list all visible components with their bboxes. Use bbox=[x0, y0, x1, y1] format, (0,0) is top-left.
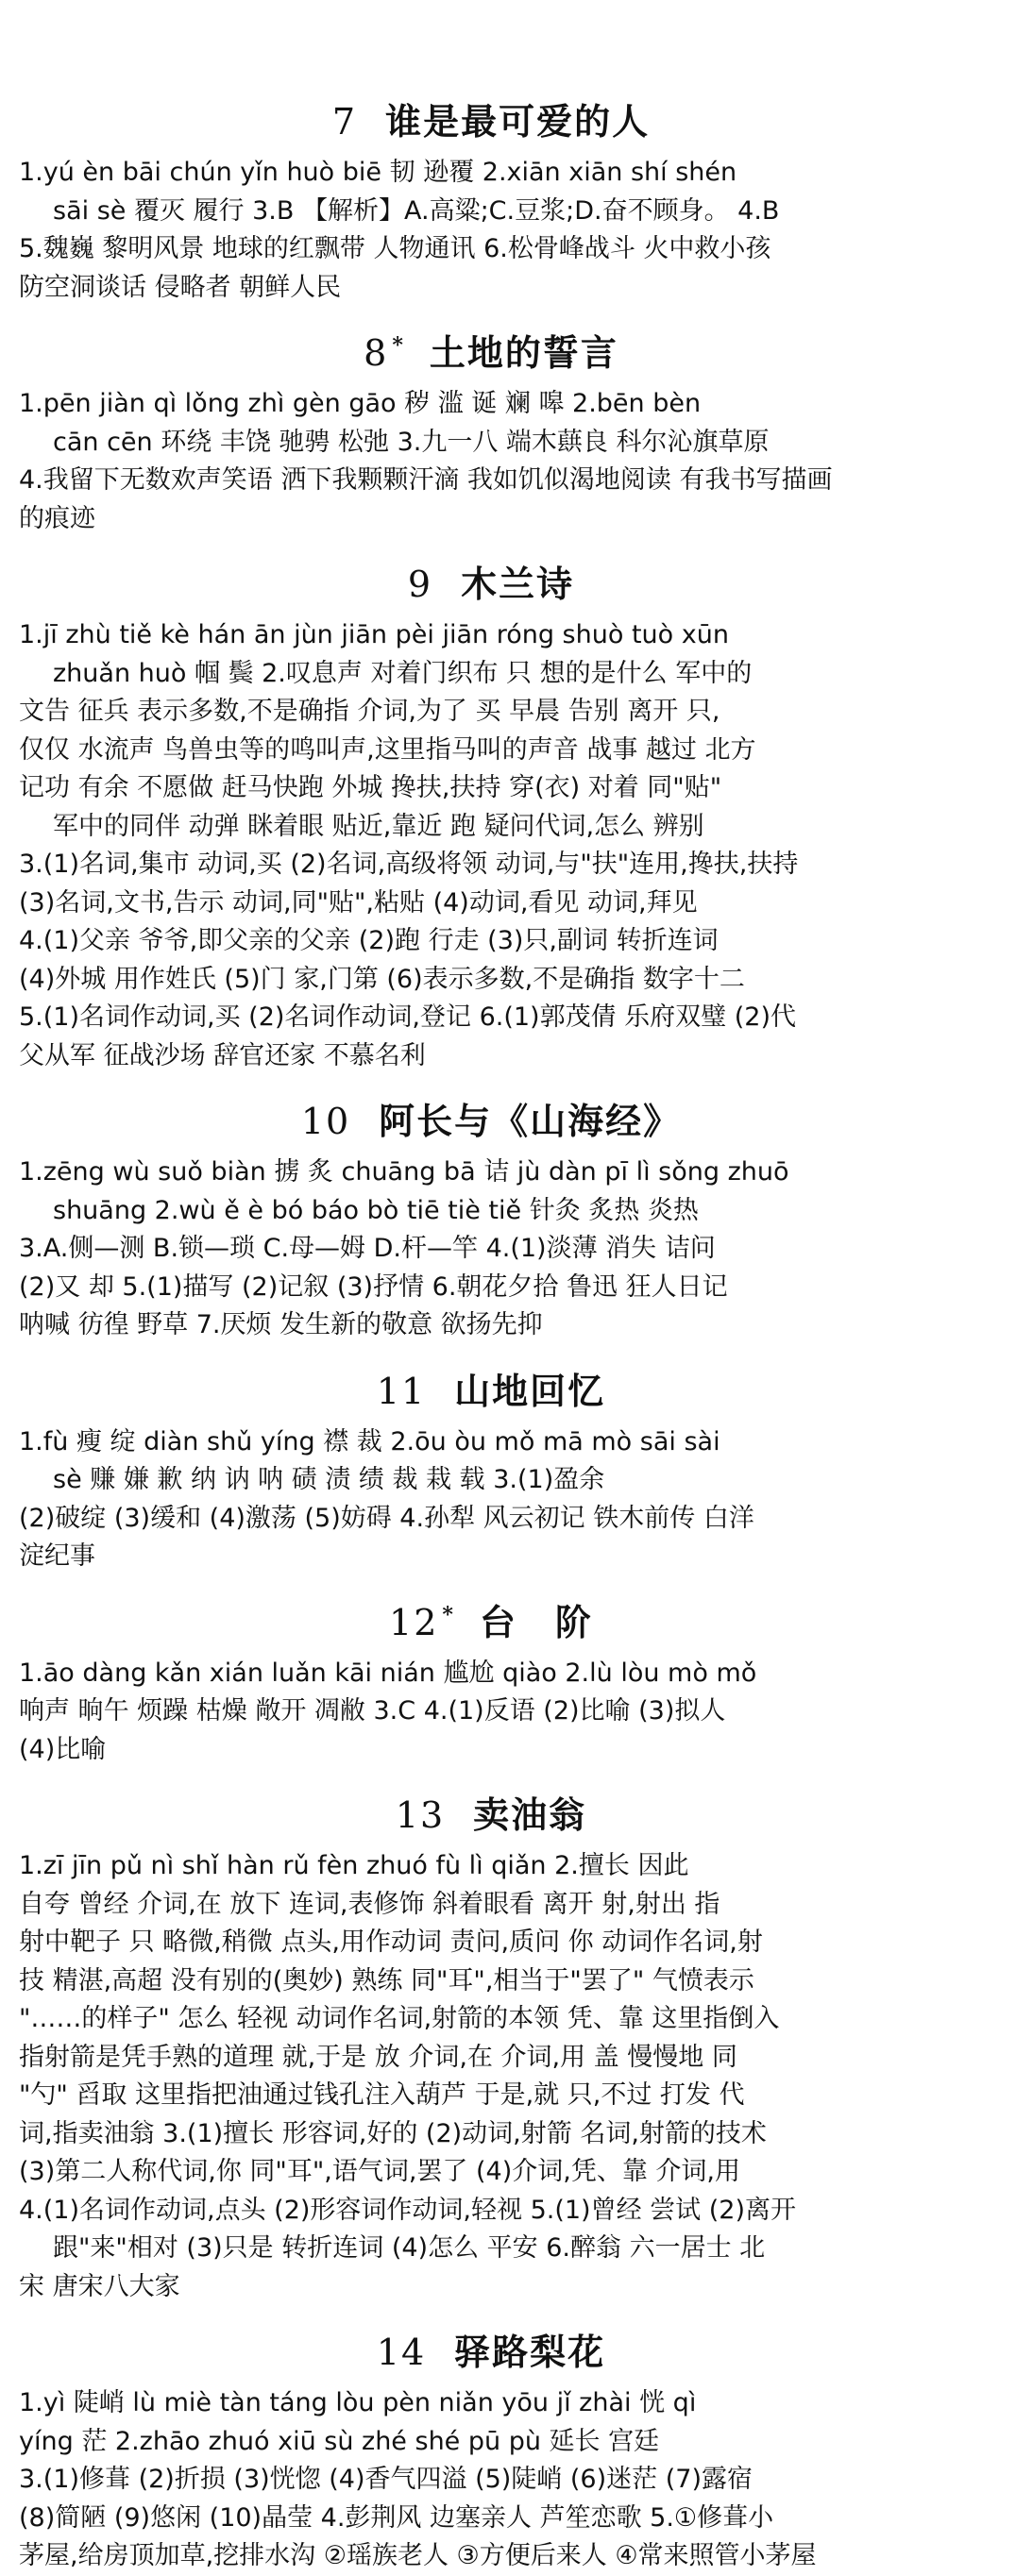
lesson-name: 驿路梨花 bbox=[454, 2331, 606, 2373]
lesson-title bbox=[19, 555, 963, 607]
answer-line: 1.fù 瘦 绽 diàn shǔ yíng 襟 裁 2.ōu òu mǒ mā mò sāi sài bbox=[19, 1426, 720, 1456]
answer-line: 1.zī jīn pǔ nì shǐ hàn rǔ fèn zhuó fù lì qiǎn 2.擅长 因此 bbox=[19, 1851, 689, 1880]
answer-line: 1.zēng wù suǒ biàn 掳 炙 chuāng bā 诘 jù dàn pī lì sǒng zhuō bbox=[19, 1157, 789, 1187]
lesson-section bbox=[19, 1593, 963, 1770]
answer-line: 5.魏巍 黎明风景 地球的红飘带 人物通讯 6.松骨峰战斗 火中救小孩 bbox=[19, 234, 771, 263]
lesson-number: 8 bbox=[364, 332, 389, 374]
answer-line: 淀纪事 bbox=[19, 1541, 95, 1571]
answer-line: 的痕迹 bbox=[19, 503, 95, 533]
lesson-title bbox=[19, 1362, 963, 1414]
lesson-number: 9 bbox=[407, 564, 433, 605]
answer-line: 跟"来"相对 (3)只是 转折连词 (4)怎么 平安 6.醉翁 六一居士 北 bbox=[53, 2233, 766, 2263]
answer-line: (3)名词,文书,告示 动词,同"贴",粘贴 (4)动词,看见 动词,拜见 bbox=[19, 887, 698, 918]
answer-line: 1.yú èn bāi chún yǐn huò biē 韧 逊覆 2.xiān xiān shí shén bbox=[19, 158, 737, 187]
answer-line: (4)比喻 bbox=[19, 1734, 107, 1764]
answer-line: 4.我留下无数欢声笑语 洒下我颗颗汗滴 我如饥似渴地阅读 有我书写描画 bbox=[19, 465, 833, 495]
lesson-number: 10 bbox=[300, 1101, 351, 1142]
answer-line: 5.(1)名词作动词,买 (2)名词作动词,登记 6.(1)郭茂倩 乐府双璧 (2)代 bbox=[19, 1002, 796, 1032]
lesson-name: 卖油翁 bbox=[473, 1793, 587, 1836]
answer-line: zhuǎn huò 帼 鬓 2.叹息声 对着门织布 只 想的是什么 军中的 bbox=[53, 658, 753, 688]
lesson-section bbox=[19, 1092, 963, 1345]
optional-lesson-mark: * bbox=[392, 333, 405, 359]
answer-line: 仅仅 水流声 鸟兽虫等的鸣叫声,这里指马叫的声音 战事 越过 北方 bbox=[19, 734, 756, 765]
lesson-name: 台 阶 bbox=[479, 1600, 593, 1643]
answer-line: 3.(1)修葺 (2)折损 (3)恍惚 (4)香气四溢 (5)陡峭 (6)迷茫 (7)露宿 bbox=[19, 2465, 753, 2494]
answer-line: sè 赚 嫌 歉 纳 讷 呐 碛 渍 绩 裁 栽 载 3.(1)盈余 bbox=[53, 1465, 605, 1494]
answer-line: (2)破绽 (3)缓和 (4)激荡 (5)妨碍 4.孙犁 风云初记 铁木前传 白洋 bbox=[19, 1503, 754, 1533]
answer-line: 军中的同伴 动弹 眯着眼 贴近,靠近 跑 疑问代词,怎么 辨别 bbox=[53, 811, 704, 841]
answer-line: "……的样子" 怎么 轻视 动词作名词,射箭的本领 凭、靠 这里指倒入 bbox=[19, 2004, 780, 2033]
lesson-title bbox=[19, 93, 963, 144]
lesson-section bbox=[19, 324, 963, 538]
lesson-name: 谁是最可爱的人 bbox=[385, 100, 651, 143]
answer-line: (4)外城 用作姓氏 (5)门 家,门第 (6)表示多数,不是确指 数字十二 bbox=[19, 964, 745, 994]
lesson-name: 土地的誓言 bbox=[429, 331, 618, 374]
lesson-number: 12 bbox=[389, 1601, 439, 1643]
answer-line: 射中靶子 只 略微,稍微 点头,用作动词 责问,质问 你 动词作名词,射 bbox=[19, 1928, 763, 1957]
answer-line: 1.pēn jiàn qì lǒng zhì gèn gāo 秽 滥 诞 斓 嗥 2.bēn bèn bbox=[19, 389, 702, 418]
lesson-section bbox=[19, 1362, 963, 1576]
lesson-section bbox=[19, 1786, 963, 2306]
answer-line: 记功 有余 不愿做 赶马快跑 外城 搀扶,扶持 穿(衣) 对着 同"贴" bbox=[19, 773, 722, 802]
answer-line: 4.(1)父亲 爷爷,即父亲的父亲 (2)跑 行走 (3)只,副词 转折连词 bbox=[19, 926, 719, 955]
answer-line: (2)又 却 5.(1)描写 (2)记叙 (3)抒情 6.朝花夕拾 鲁迅 狂人日记 bbox=[19, 1271, 728, 1302]
answer-line: 1.jī zhù tiě kè hán ān jùn jiān pèi jiān róng shuò tuò xūn bbox=[19, 620, 729, 649]
lesson-title bbox=[19, 1786, 963, 1838]
answer-line: sāi sè 覆灭 履行 3.B 【解析】A.高粱;C.豆浆;D.奋不顾身。 4.B bbox=[53, 195, 780, 226]
answer-line: 自夸 曾经 介词,在 放下 连词,表修饰 斜着眼看 离开 射,射出 指 bbox=[19, 1889, 720, 1919]
lesson-name: 山地回忆 bbox=[454, 1369, 606, 1412]
lesson-name: 木兰诗 bbox=[461, 563, 575, 605]
lesson-section bbox=[19, 2323, 963, 2576]
answer-line: 4.(1)名词作动词,点头 (2)形容词作动词,轻视 5.(1)曾经 尝试 (2)离开 bbox=[19, 2195, 796, 2225]
answer-line: 呐喊 彷徨 野草 7.厌烦 发生新的敬意 欲扬先抑 bbox=[19, 1310, 543, 1339]
answer-line: 1.āo dàng kǎn xián luǎn kāi nián 尴尬 qiào 2.lù lòu mò mǒ bbox=[19, 1658, 757, 1688]
lesson-title bbox=[19, 324, 963, 376]
answer-line: 防空洞谈话 侵略者 朝鲜人民 bbox=[19, 272, 342, 302]
answer-line: 指射箭是凭手熟的道理 就,于是 放 介词,在 介词,用 盖 慢慢地 同 bbox=[19, 2042, 737, 2072]
optional-lesson-mark: * bbox=[442, 1602, 455, 1627]
answer-line: yíng 茫 2.zhāo zhuó xiū sù zhé shé pū pù 延长 宫廷 bbox=[19, 2426, 660, 2456]
answer-line: 文告 征兵 表示多数,不是确指 介词,为了 买 早晨 告别 离开 只, bbox=[19, 697, 720, 726]
answer-line: 1.yì 陡峭 lù miè tàn táng lòu pèn niǎn yōu jǐ zhài 恍 qì bbox=[19, 2388, 697, 2417]
answer-line: 词,指卖油翁 3.(1)擅长 形容词,好的 (2)动词,射箭 名词,射箭的技术 bbox=[19, 2118, 767, 2148]
lesson-title bbox=[19, 1593, 963, 1645]
answer-line: shuāng 2.wù ě è bó báo bò tiē tiè tiě 针灸 炙热 炎热 bbox=[53, 1195, 699, 1225]
lesson-title bbox=[19, 2323, 963, 2375]
answer-line: 3.(1)名词,集市 动词,买 (2)名词,高级将领 动词,与"扶"连用,搀扶,扶持 bbox=[19, 850, 799, 879]
answer-line: 父从军 征战沙场 辞官还家 不慕名利 bbox=[19, 1040, 426, 1070]
lesson-number: 13 bbox=[395, 1794, 446, 1836]
lesson-title bbox=[19, 1092, 963, 1144]
answer-line: 技 精湛,高超 没有别的(奥妙) 熟练 同"耳",相当于"罢了" 气愤表示 bbox=[19, 1965, 754, 1995]
answer-line: (3)第二人称代词,你 同"耳",语气词,罢了 (4)介词,凭、靠 介词,用 bbox=[19, 2157, 740, 2186]
answer-line: 3.A.侧—测 B.锁—琐 C.母—姆 D.杆—竿 4.(1)淡薄 消失 诘问 bbox=[19, 1234, 716, 1263]
lesson-section bbox=[19, 93, 963, 307]
answer-line: 响声 晌午 烦躁 枯燥 敞开 凋敝 3.C 4.(1)反语 (2)比喻 (3)拟人 bbox=[19, 1696, 726, 1726]
answer-line: "勺" 舀取 这里指把油通过钱孔注入葫芦 于是,就 只,不过 打发 代 bbox=[19, 2080, 745, 2110]
lesson-number: 7 bbox=[331, 101, 358, 143]
answer-line: 宋 唐宋八大家 bbox=[19, 2271, 180, 2301]
lesson-name: 阿长与《山海经》 bbox=[379, 1100, 682, 1142]
answer-line: cān cēn 环绕 丰饶 驰骋 松弛 3.九一八 端木蕻良 科尔沁旗草原 bbox=[53, 427, 770, 457]
lesson-number: 14 bbox=[376, 2332, 427, 2373]
answer-line: (8)简陋 (9)悠闲 (10)晶莹 4.彭荆风 边塞亲人 芦笙恋歌 5.①修葺小 bbox=[19, 2502, 774, 2533]
answer-line: 茅屋,给房顶加草,挖排水沟 ②瑶族老人 ③方便后来人 ④常来照管小茅屋 bbox=[19, 2541, 817, 2570]
lesson-section bbox=[19, 555, 963, 1075]
lesson-number: 11 bbox=[376, 1370, 427, 1412]
answer-page bbox=[19, 76, 963, 2576]
